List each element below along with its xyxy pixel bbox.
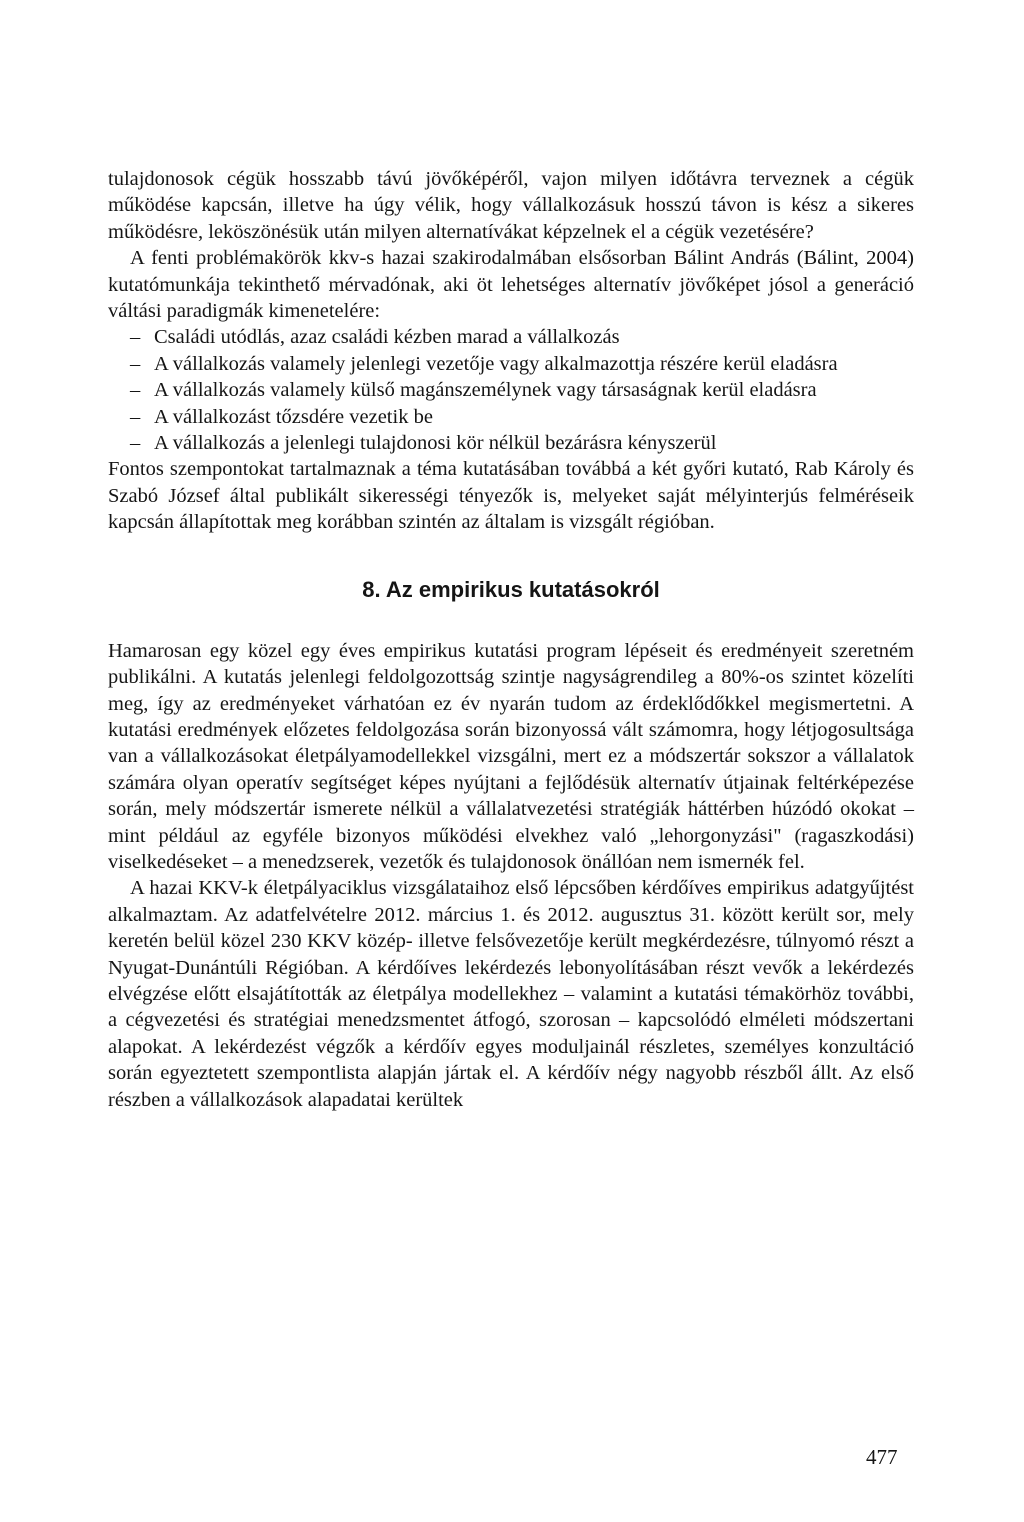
- paragraph-5: A hazai KKV-k életpályaciklus vizsgálataihoz első lépcsőben kérdőíves empirikus adatgyűjtést alkalmaztam. Az adatfelvételre 2012. március 1. és 2012. augusztus 31. között került sor, mely keretén belül közel 230 KKV közép- illetve felsővezetője került megkérdezésre, túlnyomó részt a Nyugat-Dunántúli Régióban. A kérdőíves lekérdezés lebonyolításában részt vevők a lekérdezés elvégzése előtt elsajátították az életpálya modellekhez – valamint a kutatási témakörhöz további, a cégvezetési és stratégiai menedzsmentet átfogó, szorosan – kapcsolódó elméleti módszertani alapokat. A lekérdezést végzők a kérdőív egyes moduljainál részletes, személyes konzultáció során egyeztetett szempontlista alapján jártak el. A kérdőív négy nagyobb részből állt. Az első részben a vállalkozások alapadatai kerültek: [108, 877, 914, 1111]
- list-item-text: A vállalkozás valamely jelenlegi vezetője vagy alkalmazottja részére kerül eladásra: [154, 352, 838, 375]
- page-body: [108, 166, 914, 1113]
- list-item: [108, 404, 914, 430]
- paragraph-3: Fontos szempontokat tartalmaznak a téma kutatásában továbbá a két győri kutató, Rab Károly és Szabó József által publikált sikerességi tényezők is, melyeket saját mélyinterjús felméréseik kapcsán állapítottak meg korábban szintén az általam is vizsgált régióban.: [108, 458, 914, 534]
- list-item-text: A vállalkozás valamely külső magánszemélynek vagy társaságnak kerül eladásra: [154, 379, 817, 402]
- list-item: [108, 377, 914, 403]
- dash-bullet: –: [130, 405, 141, 428]
- dash-bullet: –: [130, 432, 141, 455]
- dash-bullet: –: [130, 326, 141, 349]
- section-heading: 8. Az empirikus kutatásokról: [362, 576, 660, 602]
- list-item-text: Családi utódlás, azaz családi kézben marad a vállalkozás: [154, 326, 620, 349]
- page-number: 477: [866, 1445, 898, 1469]
- dash-bullet: –: [130, 379, 141, 402]
- list-item: [108, 351, 914, 377]
- paragraph-1: tulajdonosok cégük hosszabb távú jövőképéről, vajon milyen időtávra terveznek a cégük működése kapcsán, illetve ha úgy vélik, hogy vállalkozásuk hosszú távon is kész a sikeres működésre, leköszönésük után milyen alternatívákat képzelnek el a cégük vezetésére?: [108, 168, 914, 243]
- list-item-text: A vállalkozás a jelenlegi tulajdonosi kör nélkül bezárásra kényszerül: [154, 432, 717, 455]
- list-item: [108, 430, 914, 456]
- paragraph-2: A fenti problémakörök kkv-s hazai szakirodalmában elsősorban Bálint András (Bálint, 2004) kutatómunkája tekinthető mérvadónak, aki öt lehetséges alternatív jövőképet jósol a generáció váltási paradigmák kimenetelére:: [108, 247, 914, 323]
- paragraph-4: Hamarosan egy közel egy éves empirikus kutatási program lépéseit és eredményeit szeretném publikálni. A kutatás jelenlegi feldolgozottság szintje nagyságrendileg a 80%-os szintet közelíti meg, így az eredményeket várhatóan ez év nyarán tudom az érdeklődőkkel megismertetni. A kutatási eredmények előzetes feldolgozása során bizonyossá vált számomra, hogy létjogosultsága van a vállalkozásokat életpályamodellekkel vizsgálni, mert ez a módszertár sokszor a vállalatok számára olyan operatív segítséget képes nyújtani a fejlődésük alternatív útjainak feltérképezése során, mely módszertár ismerete nélkül a vállalatvezetési stratégiák háttérben húzódó okokat – mint például az egyféle bizonyos működési elvekhez való „lehorgonyzási" (ragaszkodási) viselkedéseket – a menedzserek, vezetők és tulajdonosok önállóan nem ismernék fel.: [108, 639, 914, 873]
- alternatives-list: [108, 324, 914, 456]
- list-item: [108, 324, 914, 350]
- list-item-text: A vállalkozást tőzsdére vezetik be: [154, 405, 433, 428]
- dash-bullet: –: [130, 352, 141, 375]
